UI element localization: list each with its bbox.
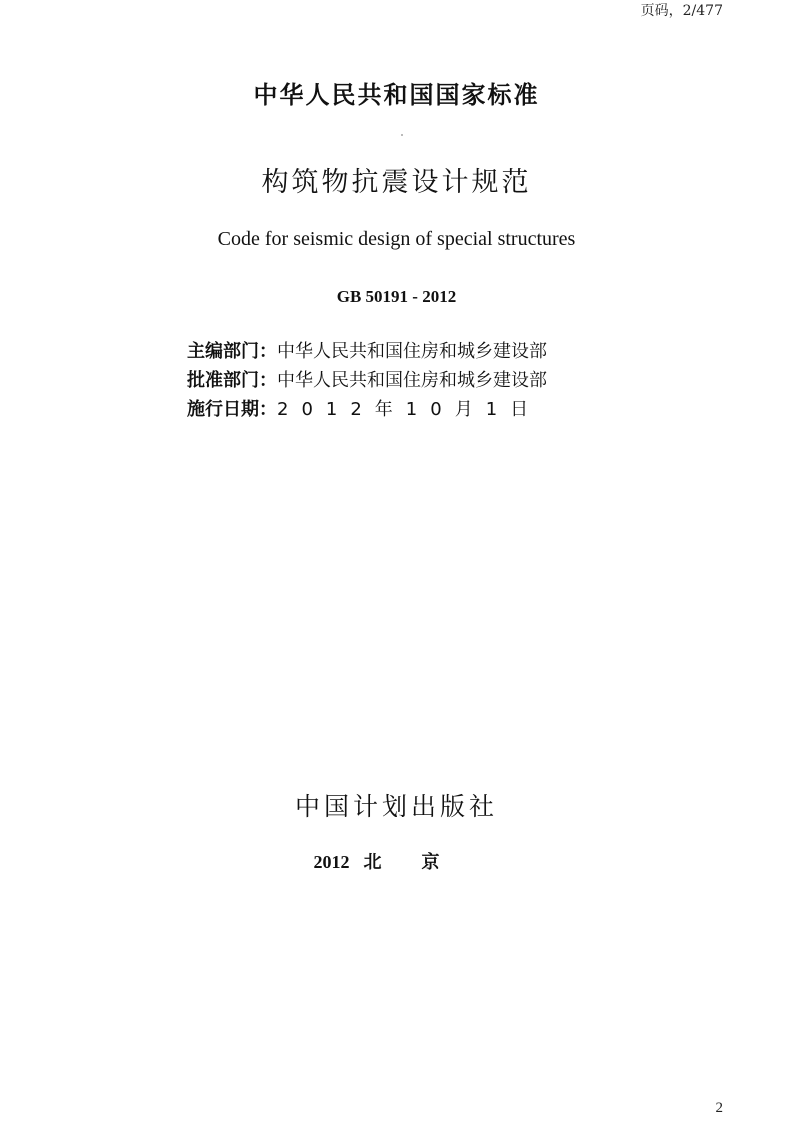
standard-code: GB 50191 - 2012 [336,287,457,306]
editor-label: 主编部门 [187,341,259,362]
publication-line [0,848,793,874]
approver-label: 批准部门 [187,370,259,391]
page-indicator: 页码，2/477 [640,3,723,19]
document-title-english: Code for seismic design of special structures [217,228,576,250]
approver-value: 中华人民共和国住房和城乡建设部 [277,370,547,391]
effective-date-label: 施行日期 [187,399,259,420]
publication-city: 北京 [363,852,480,873]
effective-date-value: 2012年10月1日 [277,399,542,420]
page-number: 2 [715,1100,723,1116]
publication-year: 2012 [313,852,350,872]
separator: ： [259,341,277,362]
approver-row [187,366,547,395]
metadata-block [187,337,547,424]
scan-speck [401,134,403,136]
effective-date-row [187,395,547,424]
separator: ： [259,370,277,391]
separator: ： [259,399,277,420]
document-title: 构筑物抗震设计规范 [261,167,532,198]
editor-row [187,337,547,366]
standard-heading: 中华人民共和国国家标准 [253,81,540,109]
editor-value: 中华人民共和国住房和城乡建设部 [277,341,547,362]
publisher-name: 中国计划出版社 [294,792,498,821]
